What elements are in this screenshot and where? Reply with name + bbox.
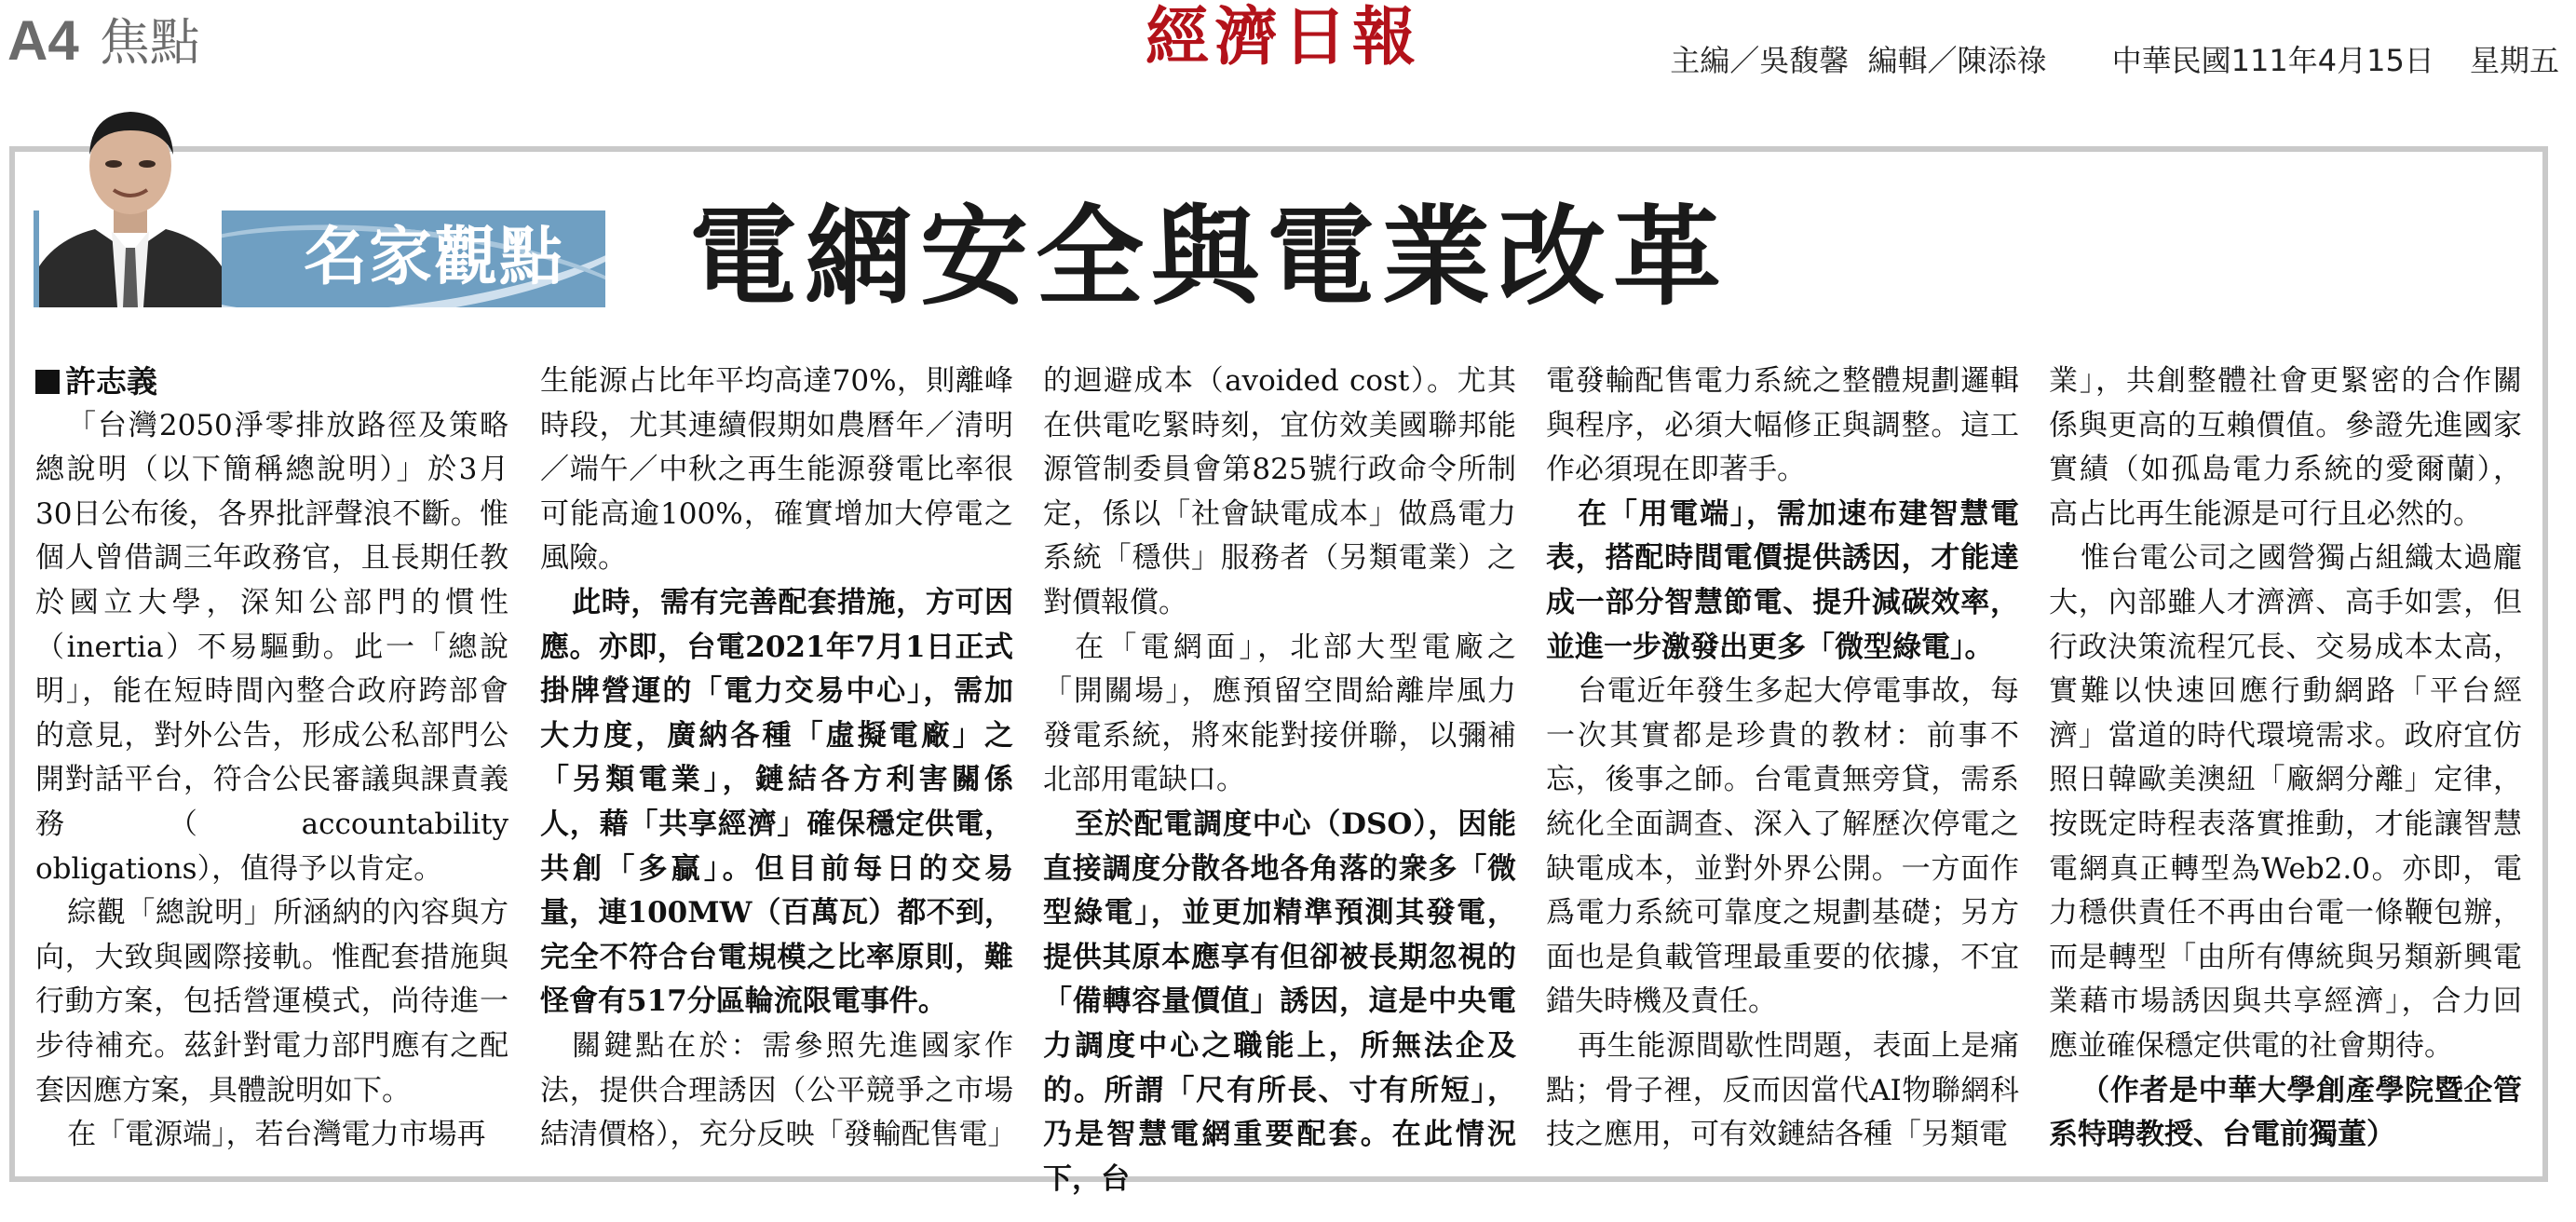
paragraph: 此時，需有完善配套措施，方可因應。亦即，台電2021年7月1日正式掛牌營運的「電力交易中心」，需加大力度，廣納各種「虛擬電廠」之「另類電業」，鏈結各方利害關係人，藉「共享經濟」確保穩定供電，共創「多贏」。但目前每日的交易量，連100MW（百萬瓦）都不到，完全不符合台電規模之比率原則，難怪會有517分區輪流限電事件。: [540, 585, 1013, 1019]
article-column-4: [1546, 360, 2019, 1158]
paragraph: 業」，共創整體社會更緊密的合作關係與更高的互賴價值。參證先進國家實績（如孤島電力系統的愛爾蘭），高占比再生能源是可行且必然的。: [2049, 364, 2522, 531]
weekday: 星期五: [2469, 43, 2559, 78]
author-byline: [35, 360, 508, 404]
paragraph: 生能源占比年平均高達70%，則離峰時段，尤其連續假期如農曆年／清明／端午／中秋之再生能源發電比率很可能高逾100%，確實增加大停電之風險。: [540, 364, 1013, 576]
paragraph: 惟台電公司之國營獨占組織太過龐大，內部雖人才濟濟、高手如雲，但行政決策流程冗長、交易成本太高，實難以快速回應行動網路「平台經濟」當道的時代環境需求。政府宜仿照日韓歐美澳紐「廠網分離」定律，按既定時程表落實推動，才能讓智慧電網真正轉型為Web2.0。亦即，電力穩供責任不再由台電一條鞭包辦，而是轉型「由所有傳統與另類新興電業藉市場誘因與共享經濟」，合力回應並確保穩定供電的社會期待。: [2049, 541, 2522, 1063]
paragraph: 在「電網面」，北部大型電廠之「開關場」，應預留空間給離岸風力發電系統，將來能對接併聯，以彌補北部用電缺口。: [1043, 630, 1516, 797]
chief-editor: 主編／吳馥馨: [1670, 43, 1850, 78]
article-column-2: [540, 360, 1017, 1158]
article-headline: 電網安全與電業改革: [689, 195, 1729, 320]
article-column-3: [1043, 360, 1516, 1202]
paragraph: 台電近年發生多起大停電事故，每一次其實都是珍貴的教材：前事不忘，後事之師。台電責無旁貸，需系統化全面調查、深入了解歷次停電之缺電成本，並對外界公開。一方面作爲電力系統可靠度之規劃基礎；另方面也是負載管理最重要的依據，不宜錯失時機及責任。: [1546, 674, 2019, 1019]
editor: 編輯／陳添祿: [1867, 43, 2047, 78]
section-name: 焦點: [99, 13, 200, 72]
author-portrait: [39, 89, 222, 307]
byline-square-icon: [35, 370, 60, 394]
column-title: 名家觀點: [303, 221, 564, 294]
paragraph: 「台灣2050淨零排放路徑及策略總說明（以下簡稱總說明）」於3月30日公布後，各界批評聲浪不斷。惟個人曾借調三年政務官，且長期任教於國立大學，深知公部門的慣性（inertia）不易驅動。此一「總說明」，能在短時間內整合政府跨部會的意見，對外公告，形成公私部門公開對話平台，符合公民審議與課責義務（accountability obligations），值得予以肯定。: [35, 408, 508, 886]
page-number: A4: [7, 9, 79, 72]
paragraph: 電發輸配售電力系統之整體規劃邏輯與程序，必須大幅修正與調整。這工作必須現在即著手。: [1546, 364, 2019, 487]
author-name: 許志義: [65, 363, 157, 400]
article-column-1: [35, 360, 508, 1158]
paragraph: 綜觀「總說明」所涵納的內容與方向，大致與國際接軌。惟配套措施與行動方案，包括營運模式，尚待進一步待補充。茲針對電力部門應有之配套因應方案，具體說明如下。: [35, 896, 508, 1107]
paragraph: 在「電源端」，若台灣電力市場再: [67, 1118, 486, 1152]
publish-date: 中華民國111年4月15日: [2111, 43, 2434, 78]
newspaper-logo: 經濟日報: [1146, 0, 1422, 75]
editor-info: [1661, 37, 2559, 80]
page-label: [7, 9, 200, 72]
paragraph: 關鍵點在於：需參照先進國家作法，提供合理誘因（公平競爭之市場結清價格），充分反映「發輸配售電」: [540, 1028, 1017, 1152]
paragraph: 在「用電端」，需加速布建智慧電表，搭配時間電價提供誘因，才能達成一部分智慧節電、提升減碳效率，並進一步激發出更多「微型綠電」。: [1546, 496, 2019, 664]
paragraph: 至於配電調度中心（DSO），因能直接調度分散各地各角落的衆多「微型綠電」，並更加精準預測其發電，提供其原本應享有但卻被長期忽視的「備轉容量價值」誘因，這是中央電力調度中心之職能上，所無法企及的。所謂「尺有所長、寸有所短」，乃是智慧電網重要配套。在此情況下，台: [1043, 807, 1516, 1196]
author-note: （作者是中華大學創產學院暨企管系特聘教授、台電前獨董）: [2049, 1073, 2522, 1152]
article-column-5: [2049, 360, 2522, 1158]
paragraph: 的迴避成本（avoided cost）。尤其在供電吃緊時刻，宜仿效美國聯邦能源管制委員會第825號行政命令所制定，係以「社會缺電成本」做爲電力系統「穩供」服務者（另類電業）之對價報償。: [1043, 364, 1516, 619]
paragraph: 再生能源間歇性問題，表面上是痛點；骨子裡，反而因當代AI物聯網科技之應用，可有效鏈結各種「另類電: [1546, 1028, 2019, 1152]
